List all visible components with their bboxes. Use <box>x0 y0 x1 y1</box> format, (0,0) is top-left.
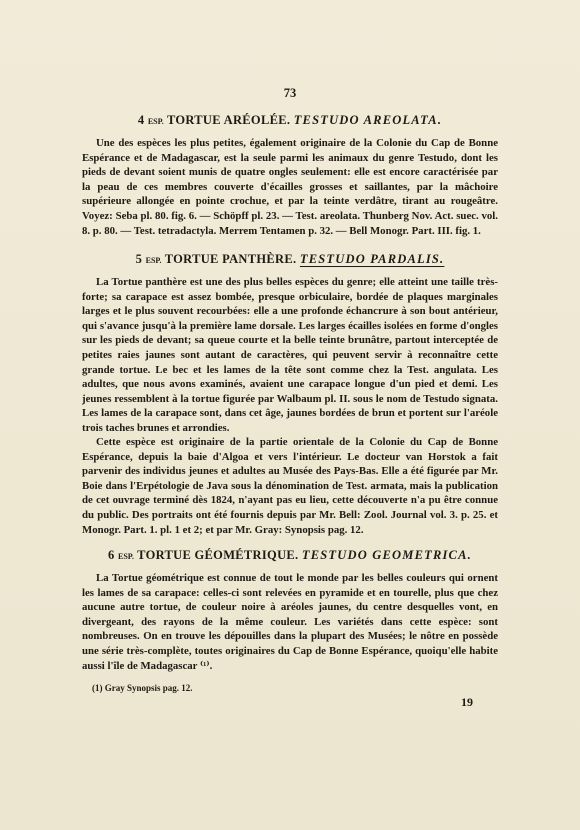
section-esp: ESP. <box>118 552 134 561</box>
paragraph: Une des espèces les plus petites, également originaire de la Colonie du Cap de Bonne Espérance et de Madagascar, est la seule parmi les animaux du genre Testudo, dont les pieds de devant soient munis de quatre ongles seulement: elle est encore caractérisée par la peau de ces membres couverte d'écailles grosses et saillantes, par la mâchoire supérieure allongée en pointe crochue, et par la teinte verdâtre, tirant au rougeâtre. Voyez: Seba pl. 80. fig. 6. — Schöpff pl. 23. — Test. areolata. Thunberg Nov. Act. suec. vol. 8. p. 80. — Test. tetradactyla. Merrem Tentamen p. 32. — Bell Monogr. Part. III. fig. 1. <box>82 137 498 237</box>
footnote: (1) Gray Synopsis pag. 12. <box>92 683 193 693</box>
section-latin-name: TESTUDO PARDALIS. <box>299 252 445 266</box>
section-heading-6 <box>0 548 580 563</box>
section-number: 5 <box>135 252 143 266</box>
section-number: 4 <box>137 113 145 127</box>
section-name: TORTUE ARÉOLÉE. <box>166 113 291 127</box>
page-number: 73 <box>283 86 297 100</box>
section-name: TORTUE PANTHÈRE. <box>164 252 297 266</box>
section-name: TORTUE GÉOMÉTRIQUE. <box>137 548 299 562</box>
paragraph: La Tortue géométrique est connue de tout le monde par les belles couleurs qui ornent les lames de sa carapace: celles-ci sont relevées en pyramide et en tourelle, plus que chez aucune autre tortue, de couleur noire à aréoles jaunes, du centre desquelles vont, en divergeant, des rayons de la même couleur. Les variétés dans cette espèce: sont nombreuses. On en trouve les dépouilles dans la plupart des Musées; le nôtre en possède une série très-complète, toutes originaires du Cap de Bonne Espérance, quoiqu'elle habite aussi l'île de Madagascar ⁽¹⁾. <box>82 572 498 672</box>
section-number: 6 <box>108 548 115 562</box>
section-heading-5 <box>0 252 580 267</box>
signature-mark: 19 <box>461 695 473 709</box>
section-esp: ESP. <box>145 256 162 265</box>
section-heading-4 <box>0 113 580 128</box>
paragraph: Cette espèce est originaire de la partie orientale de la Colonie du Cap de Bonne Espérance, depuis la baie d'Algoa et vers l'intérieur. Le docteur van Horstok a fait parvenir des individus jeunes et adultes au Musée des Pays-Bas. Elle a été figurée par Mr. Boie dans l'Erpétologie de Java sous la dénomination de Test. armata, mais la publication de cet ouvrage terminé dès 1824, n'ayant pas eu lieu, cette découverte n'a pu être connue du public. Des portraits ont été fournis depuis par Mr. Bell: Zool. Journal vol. 3. p. 25. et Monogr. Part. 1. pl. 1 et 2; et par Mr. Gray: Synopsis pag. 12. <box>82 436 498 536</box>
paragraph: La Tortue panthère est une des plus belles espèces du genre; elle atteint une taille très-forte; sa carapace est assez bombée, presque orbiculaire, bordée de plaques marginales larges et le plus souvent recourbées: elle a une profonde échancrure à son bout antérieur, qui s'avance jusqu'à la première lame dorsale. Les larges écailles isolées en forme d'ongles sur les pieds de devant; sa queue courte et la belle teinte brunâtre, partout interceptée de petites raies jaunes sont autant de caractères, qui peuvent servir à reconnaître cette grande tortue. Le bec et les lames de la tête sont comme chez la Test. angulata. Les adultes, que nous avons examinés, avaient une carapace longue d'un pied et demi. Les jeunes ressemblent à la tortue figurée par Walbaum pl. II. sous le nom de Testudo signata. Les lames de la carapace sont, dans cet âge, jaunes bordées de brun et portent sur l'aréole trois taches brunes et arrondies. <box>82 276 498 434</box>
section-esp: ESP. <box>147 117 164 126</box>
section-latin-name: TESTUDO GEOMETRICA. <box>301 548 472 562</box>
section-latin-name: TESTUDO AREOLATA. <box>293 113 443 127</box>
